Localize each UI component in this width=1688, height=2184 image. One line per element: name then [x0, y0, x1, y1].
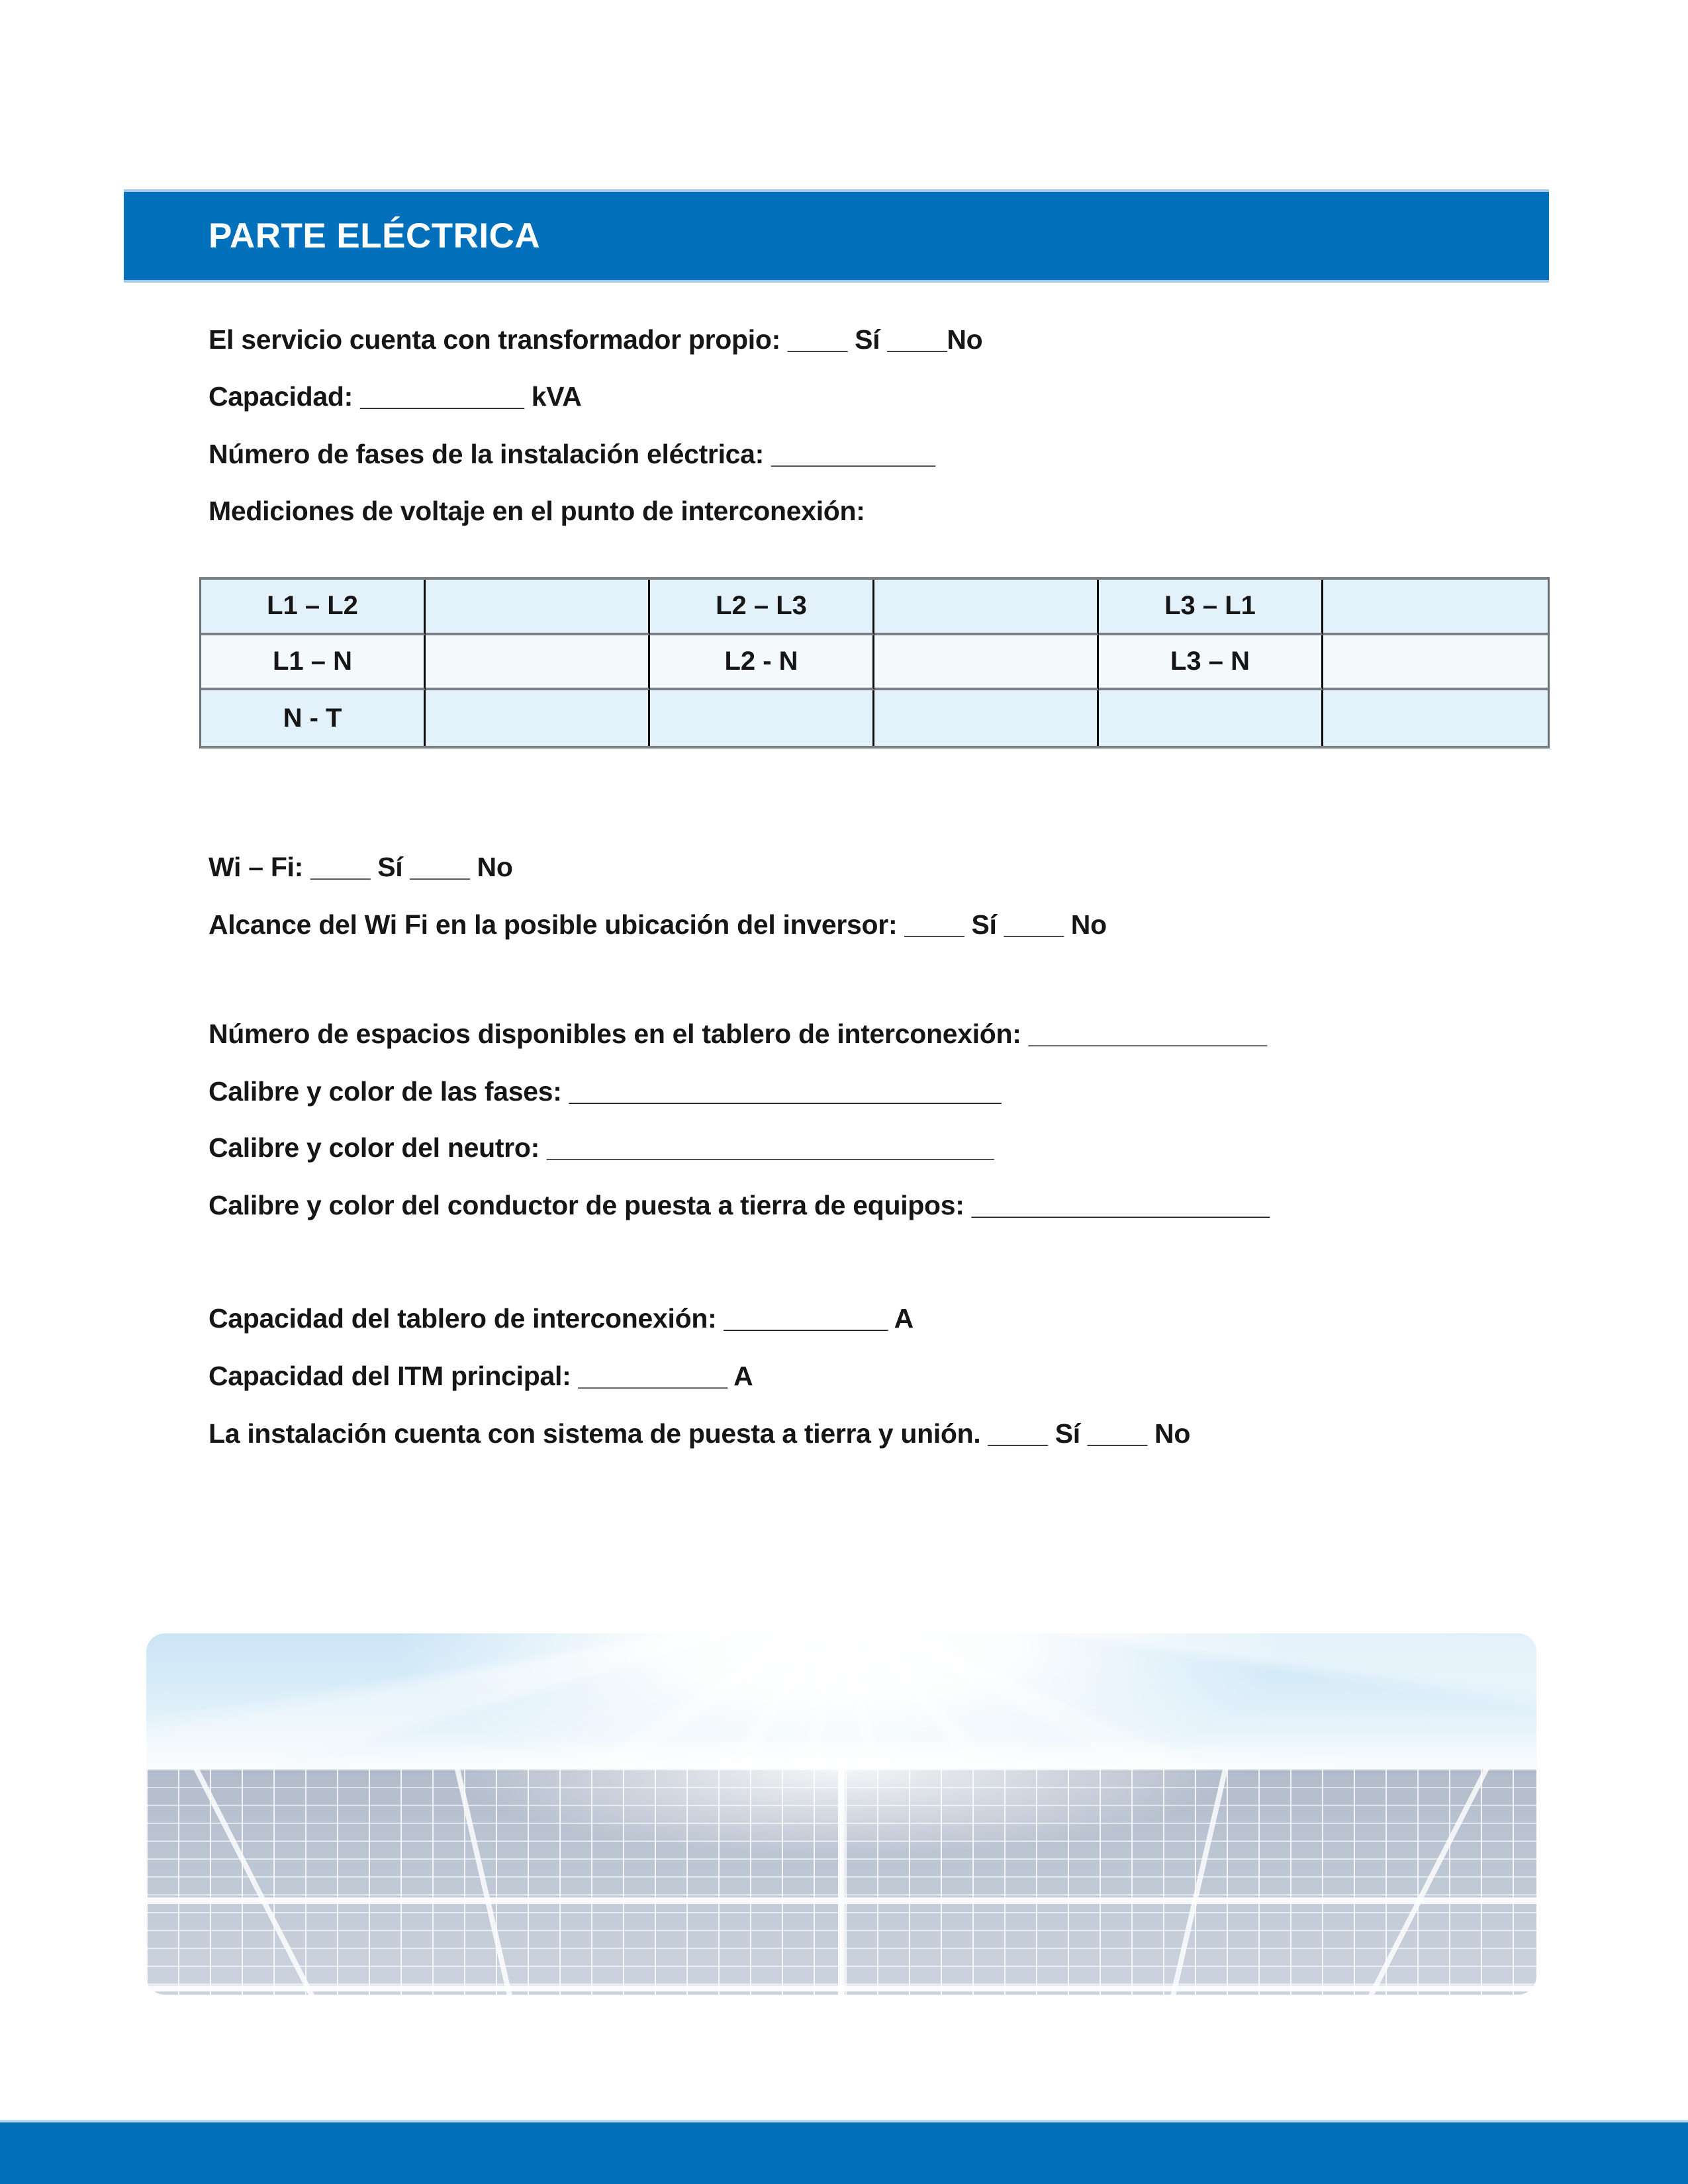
voltage-value-n-t: [426, 690, 650, 746]
voltage-label-l1-n: L1 – N: [201, 635, 426, 691]
form-line-cap-tablero: Capacidad del tablero de interconexión: ___________ A: [209, 1303, 914, 1334]
voltage-cell-empty: [1323, 690, 1548, 746]
section-header-bar: [124, 189, 1549, 283]
voltage-value-l1-l2: [426, 580, 650, 635]
voltage-label-l3-n: L3 – N: [1099, 635, 1323, 691]
form-line-mediciones: Mediciones de voltaje en el punto de interconexión:: [209, 496, 865, 526]
panel-rail: [838, 1769, 845, 1995]
form-line-num-fases: Número de fases de la instalación eléctrica: ___________: [209, 439, 935, 469]
form-line-calibre-tierra: Calibre y color del conductor de puesta a tierra de equipos: ____________________: [209, 1190, 1270, 1220]
panel-rail: [146, 1985, 1536, 1991]
voltage-value-l3-n: [1323, 635, 1548, 691]
form-line-alcance-wifi: Alcance del Wi Fi en la posible ubicación del inversor: ____ Sí ____ No: [209, 909, 1107, 940]
form-line-transformador: El servicio cuenta con transformador propio: ____ Sí ____No: [209, 324, 983, 355]
form-line-puesta-tierra: La instalación cuenta con sistema de puesta a tierra y unión. ____ Sí ____ No: [209, 1418, 1191, 1449]
photo-solar-panels: [146, 1769, 1536, 1995]
footer-bar: [0, 2120, 1688, 2184]
voltage-label-l3-l1: L3 – L1: [1099, 580, 1323, 635]
panel-rail: [188, 1769, 331, 1995]
voltage-label-l2-l3: L2 – L3: [650, 580, 874, 635]
form-line-capacidad: Capacidad: ___________ kVA: [209, 381, 582, 412]
voltage-label-l1-l2: L1 – L2: [201, 580, 426, 635]
form-line-cap-itm: Capacidad del ITM principal: __________ A: [209, 1361, 753, 1391]
panel-rail: [1351, 1769, 1494, 1995]
form-line-espacios: Número de espacios disponibles en el tablero de interconexión: ________________: [209, 1019, 1267, 1049]
panel-rail: [146, 1897, 1536, 1904]
panel-rail: [1156, 1769, 1230, 1995]
panel-rail: [452, 1769, 526, 1995]
voltage-table: [199, 577, 1550, 749]
form-line-wifi: Wi – Fi: ____ Sí ____ No: [209, 852, 513, 882]
voltage-label-n-t: N - T: [201, 690, 426, 746]
voltage-value-l3-l1: [1323, 580, 1548, 635]
section-title: PARTE ELÉCTRICA: [209, 216, 541, 255]
voltage-value-l2-n: [874, 635, 1099, 691]
voltage-label-l2-n: L2 - N: [650, 635, 874, 691]
form-line-calibre-neutro: Calibre y color del neutro: ______________________________: [209, 1132, 994, 1163]
voltage-value-l1-n: [426, 635, 650, 691]
voltage-cell-empty: [874, 690, 1099, 746]
voltage-cell-empty: [1099, 690, 1323, 746]
form-line-calibre-fases: Calibre y color de las fases: _____________________________: [209, 1076, 1002, 1107]
voltage-cell-empty: [650, 690, 874, 746]
voltage-value-l2-l3: [874, 580, 1099, 635]
solar-panel-field-photo: [146, 1633, 1536, 1995]
